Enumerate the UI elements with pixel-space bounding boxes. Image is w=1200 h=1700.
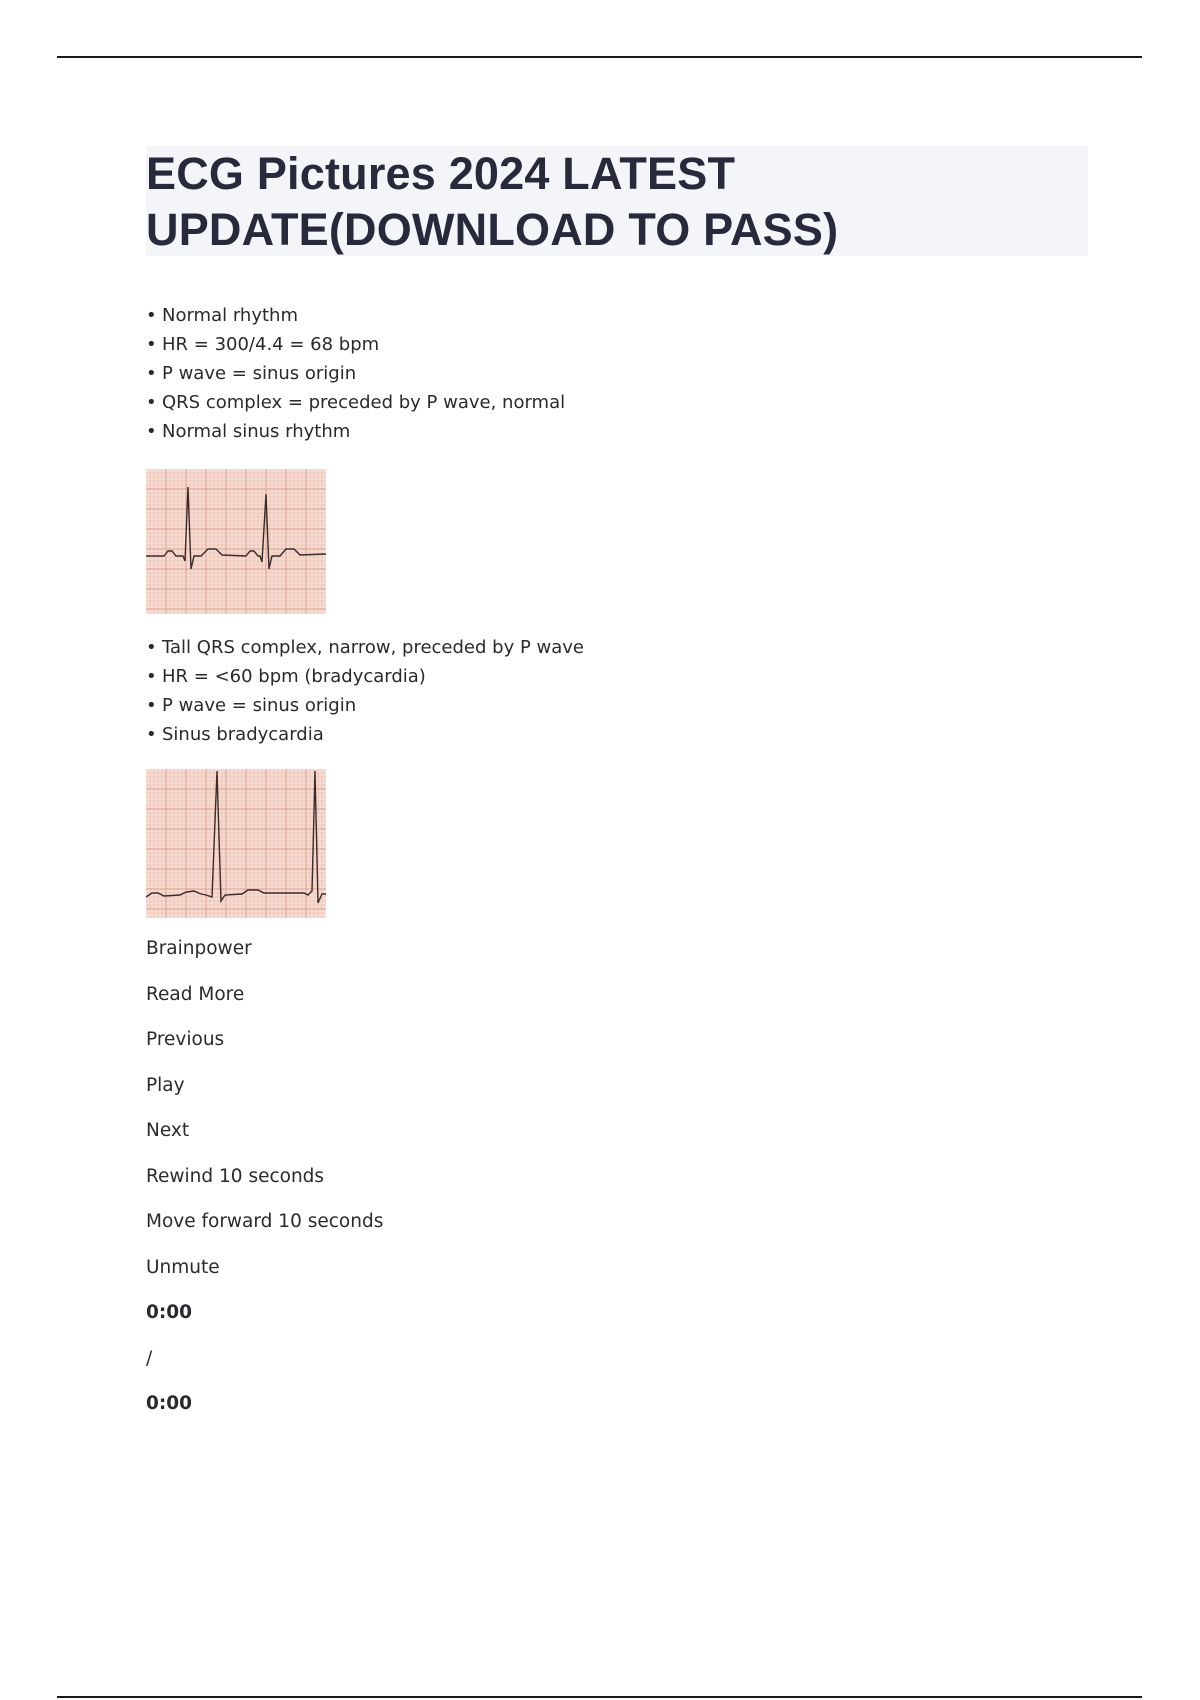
list-item-text: QRS complex = preceded by P wave, normal	[162, 392, 566, 413]
list-item	[146, 417, 565, 446]
brand-label: Brainpower	[146, 938, 252, 959]
list-item-text: HR = 300/4.4 = 68 bpm	[162, 334, 380, 355]
unmute-button[interactable]: Unmute	[146, 1256, 220, 1278]
bullet-dot: •	[146, 392, 157, 413]
next-button[interactable]: Next	[146, 1120, 190, 1141]
list-item-text: Sinus bradycardia	[162, 724, 324, 745]
ecg-normal-sinus-icon	[146, 469, 326, 614]
list-item	[146, 359, 565, 388]
list-item-text: Normal rhythm	[162, 305, 298, 326]
bullet-list-bradycardia	[146, 633, 584, 749]
list-item-text: P wave = sinus origin	[162, 695, 357, 716]
bullet-dot: •	[146, 724, 157, 745]
bullet-dot: •	[146, 695, 157, 716]
title-block	[146, 146, 1088, 256]
bullet-dot: •	[146, 421, 157, 442]
list-item-text: Tall QRS complex, narrow, preceded by P wave	[162, 637, 584, 658]
ecg-strip-sinus-bradycardia	[146, 769, 326, 918]
list-item	[146, 301, 565, 330]
ecg-bradycardia-icon	[146, 769, 326, 918]
read-more-link[interactable]: Read More	[146, 983, 245, 1005]
bullet-dot: •	[146, 305, 157, 326]
bullet-list-normal-rhythm	[146, 301, 565, 446]
bottom-rule	[57, 1696, 1142, 1698]
list-item-text: HR = <60 bpm (bradycardia)	[162, 666, 426, 687]
bullet-dot: •	[146, 363, 157, 384]
list-item-text: Normal sinus rhythm	[162, 421, 351, 442]
media-player-controls	[146, 935, 383, 1436]
list-item	[146, 633, 584, 662]
list-item	[146, 388, 565, 417]
ecg-strip-normal-sinus-rhythm	[146, 469, 326, 614]
duration-time: 0:00	[146, 1393, 193, 1414]
list-item	[146, 691, 584, 720]
previous-button[interactable]: Previous	[146, 1029, 225, 1050]
current-time: 0:00	[146, 1302, 193, 1323]
bullet-dot: •	[146, 334, 157, 355]
rewind-10-button[interactable]: Rewind 10 seconds	[146, 1165, 325, 1187]
list-item-text: P wave = sinus origin	[162, 363, 357, 384]
list-item	[146, 720, 584, 749]
document-title: ECG Pictures 2024 LATEST UPDATE(DOWNLOAD TO PASS)	[146, 148, 839, 255]
top-rule	[57, 56, 1142, 58]
play-button[interactable]: Play	[146, 1074, 185, 1096]
list-item	[146, 330, 565, 359]
forward-10-button[interactable]: Move forward 10 seconds	[146, 1211, 384, 1232]
bullet-dot: •	[146, 666, 157, 687]
list-item	[146, 662, 584, 691]
time-separator: /	[146, 1347, 153, 1369]
bullet-dot: •	[146, 637, 157, 658]
